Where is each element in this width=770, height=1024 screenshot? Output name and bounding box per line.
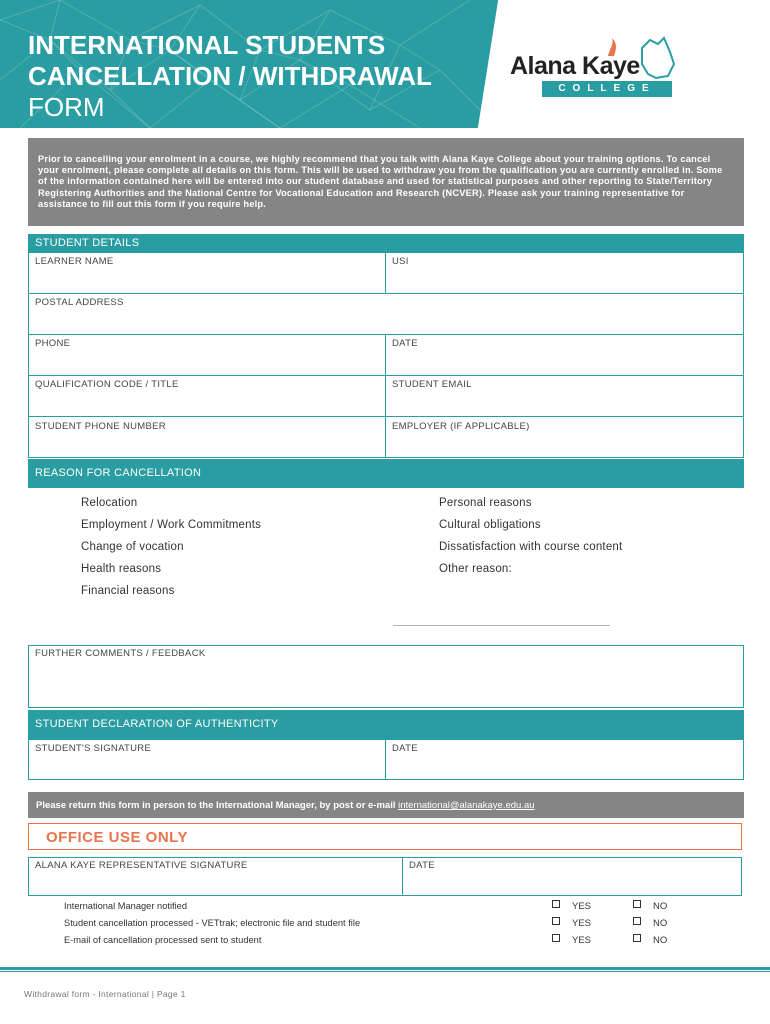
office-check-item: E-mail of cancellation processed sent to student — [64, 935, 262, 945]
yes-checkbox[interactable] — [552, 934, 560, 942]
no-label: NO — [653, 918, 668, 929]
footer-rule — [0, 967, 770, 970]
no-checkbox[interactable] — [633, 934, 641, 942]
reason-heading: REASON FOR CANCELLATION — [28, 459, 744, 488]
page-footer: Withdrawal form - International | Page 1 — [24, 989, 186, 999]
no-label: NO — [653, 901, 668, 912]
reason-option[interactable]: Financial reasons — [81, 585, 175, 597]
student-signature-field[interactable]: STUDENT'S SIGNATURE — [35, 743, 152, 754]
yes-label: YES — [572, 901, 592, 912]
yes-checkbox[interactable] — [552, 900, 560, 908]
no-label: NO — [653, 935, 668, 946]
declaration-date-field[interactable]: DATE — [392, 743, 418, 754]
office-check-item: International Manager notified — [64, 901, 188, 911]
no-checkbox[interactable] — [633, 917, 641, 925]
postal-address-field[interactable]: POSTAL ADDRESS — [35, 297, 124, 308]
student-phone-field[interactable]: STUDENT PHONE NUMBER — [35, 421, 166, 432]
column-divider — [402, 857, 403, 896]
row-divider — [28, 416, 744, 417]
phone-field[interactable]: PHONE — [35, 338, 71, 349]
student-email-field[interactable]: STUDENT EMAIL — [392, 379, 472, 390]
reason-option[interactable]: Change of vocation — [81, 541, 184, 553]
college-logo — [510, 34, 680, 104]
office-check-item: Student cancellation processed - VETtrak; electronic file and student file — [64, 918, 361, 928]
reason-option[interactable]: Dissatisfaction with course content — [439, 541, 623, 553]
row-divider — [28, 293, 744, 294]
reason-option[interactable]: Health reasons — [81, 563, 162, 575]
row-divider — [28, 375, 744, 376]
declaration-heading: STUDENT DECLARATION OF AUTHENTICITY — [28, 710, 744, 739]
reason-option[interactable]: Personal reasons — [439, 497, 532, 509]
office-use-heading: OFFICE USE ONLY — [28, 823, 742, 850]
footer-rule — [0, 971, 770, 972]
rep-signature-field[interactable]: ALANA KAYE REPRESENTATIVE SIGNATURE — [35, 860, 248, 871]
reason-option[interactable]: Relocation — [81, 497, 138, 509]
column-divider — [385, 252, 386, 293]
column-divider — [385, 739, 386, 780]
employer-field[interactable]: EMPLOYER (IF APPLICABLE) — [392, 421, 530, 432]
reason-option[interactable]: Cultural obligations — [439, 519, 541, 531]
row-divider — [28, 334, 744, 335]
return-instructions — [28, 792, 744, 818]
date-field[interactable]: DATE — [392, 338, 418, 349]
no-checkbox[interactable] — [633, 900, 641, 908]
yes-label: YES — [572, 918, 592, 929]
email-link[interactable]: international@alanakaye.edu.au — [398, 800, 535, 811]
form-title — [28, 30, 488, 123]
usi-field[interactable]: USI — [392, 256, 409, 267]
comments-label: FURTHER COMMENTS / FEEDBACK — [35, 648, 206, 659]
column-divider — [385, 334, 386, 458]
logo-college-label: COLLEGE — [542, 81, 672, 97]
header-banner — [0, 0, 770, 128]
title-line-2: CANCELLATION / WITHDRAWAL — [28, 61, 432, 91]
office-date-field[interactable]: DATE — [409, 860, 435, 871]
title-line-3: FORM — [28, 92, 105, 122]
other-reason-line[interactable]: ________________________________________________ — [393, 616, 610, 626]
qualification-field[interactable]: QUALIFICATION CODE / TITLE — [35, 379, 179, 390]
reason-option[interactable]: Employment / Work Commitments — [81, 519, 262, 531]
learner-name-field[interactable]: LEARNER NAME — [35, 256, 114, 267]
yes-label: YES — [572, 935, 592, 946]
yes-checkbox[interactable] — [552, 917, 560, 925]
title-line-1: INTERNATIONAL STUDENTS — [28, 30, 386, 60]
student-details-heading: STUDENT DETAILS — [28, 234, 744, 252]
intro-notice: Prior to cancelling your enrolment in a course, we highly recommend that you talk with Alana Kaye College about your training options. To cancel your enrolment, please complete all details on this form. This will be used to withdraw you from the qualification you are currently enrolled in. Some of the information contained here will be entered into our student database and used for statistical purposes and other reporting to State/Territory Registering Authorities and the National Centre for Vocational Education and Research (NCVER). Please ask your training representative for assistance to fill out this form if you require help. — [28, 138, 744, 226]
reason-option-other[interactable]: Other reason: — [439, 563, 512, 575]
logo-wordmark: Alana Kaye — [510, 52, 640, 80]
return-text: Please return this form in person to the International Manager, by post or e-mail — [36, 800, 399, 811]
